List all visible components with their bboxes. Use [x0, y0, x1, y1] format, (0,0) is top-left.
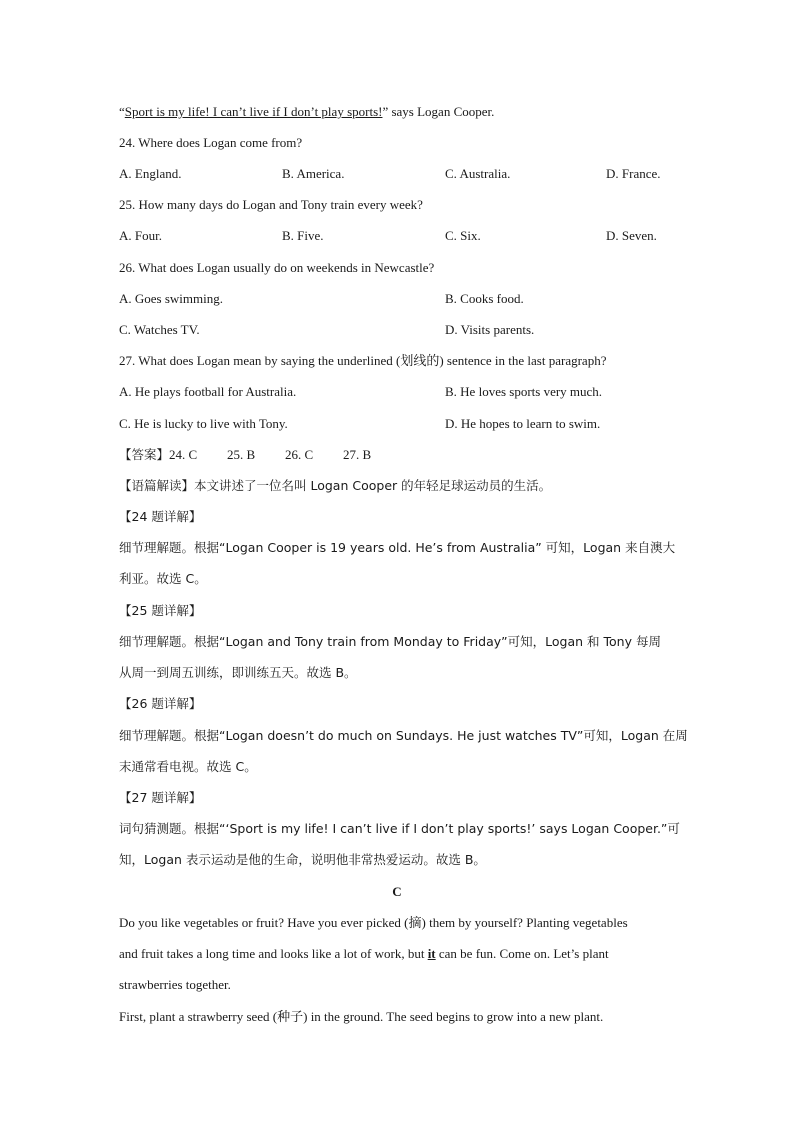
answer-27: 27. B: [343, 447, 372, 462]
answer-24: 24. C: [169, 447, 198, 462]
q25-option-a[interactable]: A. Four.: [119, 228, 162, 243]
q26-option-a[interactable]: A. Goes swimming.: [119, 291, 223, 306]
q25-option-b[interactable]: B. Five.: [282, 228, 324, 243]
detail-25-title: 【25 题详解】: [119, 603, 202, 618]
q26-option-b[interactable]: B. Cooks food.: [445, 291, 524, 306]
question-26-stem: 26. What does Logan usually do on weekends in Newcastle?: [119, 260, 435, 275]
q24-option-c[interactable]: C. Australia.: [445, 166, 511, 181]
question-24-stem: 24. Where does Logan come from?: [119, 135, 303, 150]
detail-24-line-2: 利亚。故选 C。: [119, 571, 207, 586]
underlined-it: it: [427, 946, 436, 961]
q27-option-c[interactable]: C. He is lucky to live with Tony.: [119, 416, 288, 431]
question-25-stem: 25. How many days do Logan and Tony train every week?: [119, 197, 423, 212]
quote-open: “: [119, 104, 125, 119]
p1-line-2-post: can be fun. Come on. Let’s plant: [435, 946, 609, 961]
p1-line-2-pre: and fruit takes a long time and looks like a lot of work, but: [119, 946, 428, 961]
detail-26-title: 【26 题详解】: [119, 696, 202, 711]
passage-summary: 【语篇解读】本文讲述了一位名叫 Logan Cooper 的年轻足球运动员的生活。: [119, 478, 552, 493]
answer-25: 25. B: [227, 447, 256, 462]
q24-option-d[interactable]: D. France.: [606, 166, 661, 181]
q25-option-c[interactable]: C. Six.: [445, 228, 481, 243]
detail-25-line-1: 细节理解题。根据“Logan and Tony train from Monday to Friday”可知，Logan 和 Tony 每周: [119, 634, 661, 649]
detail-24-title: 【24 题详解】: [119, 509, 202, 524]
section-c-heading: C: [392, 884, 402, 899]
answer-26: 26. C: [285, 447, 314, 462]
section-c-p1-line-3: strawberries together.: [119, 977, 231, 992]
q27-option-d[interactable]: D. He hopes to learn to swim.: [445, 416, 601, 431]
section-c-p1-line-1: Do you like vegetables or fruit? Have you ever picked (摘) them by yourself? Planting vegetables: [119, 915, 628, 930]
q24-option-b[interactable]: B. America.: [282, 166, 345, 181]
quote-sentence: [119, 104, 494, 120]
section-c-p1-line-2: [119, 946, 609, 962]
detail-27-line-2: 知，Logan 表示运动是他的生命，说明他非常热爱运动。故选 B。: [119, 852, 486, 867]
q27-option-a[interactable]: A. He plays football for Australia.: [119, 384, 297, 399]
q24-option-a[interactable]: A. England.: [119, 166, 182, 181]
quote-close: ” says Logan Cooper.: [382, 104, 495, 119]
underlined-sentence: Sport is my life! I can’t live if I don’t play sports!: [124, 104, 383, 119]
detail-26-line-1: 细节理解题。根据“Logan doesn’t do much on Sundays. He just watches TV”可知，Logan 在周: [119, 728, 688, 743]
detail-26-line-2: 末通常看电视。故选 C。: [119, 759, 257, 774]
detail-24-line-1: 细节理解题。根据“Logan Cooper is 19 years old. He’s from Australia” 可知，Logan 来自澳大: [119, 540, 676, 555]
detail-27-line-1: 词句猜测题。根据“‘Sport is my life! I can’t live if I don’t play sports!’ says Logan Cooper.”可: [119, 821, 680, 836]
q26-option-c[interactable]: C. Watches TV.: [119, 322, 200, 337]
question-27-stem: 27. What does Logan mean by saying the underlined (划线的) sentence in the last paragraph?: [119, 353, 607, 368]
detail-25-line-2: 从周一到周五训练，即训练五天。故选 B。: [119, 665, 357, 680]
answer-label: 【答案】: [119, 447, 170, 462]
detail-27-title: 【27 题详解】: [119, 790, 202, 805]
answer-line: [119, 447, 371, 463]
section-c-p2-line-1: First, plant a strawberry seed (种子) in the ground. The seed begins to grow into a new plant.: [119, 1009, 604, 1024]
q27-option-b[interactable]: B. He loves sports very much.: [445, 384, 603, 399]
q26-option-d[interactable]: D. Visits parents.: [445, 322, 535, 337]
q25-option-d[interactable]: D. Seven.: [606, 228, 657, 243]
